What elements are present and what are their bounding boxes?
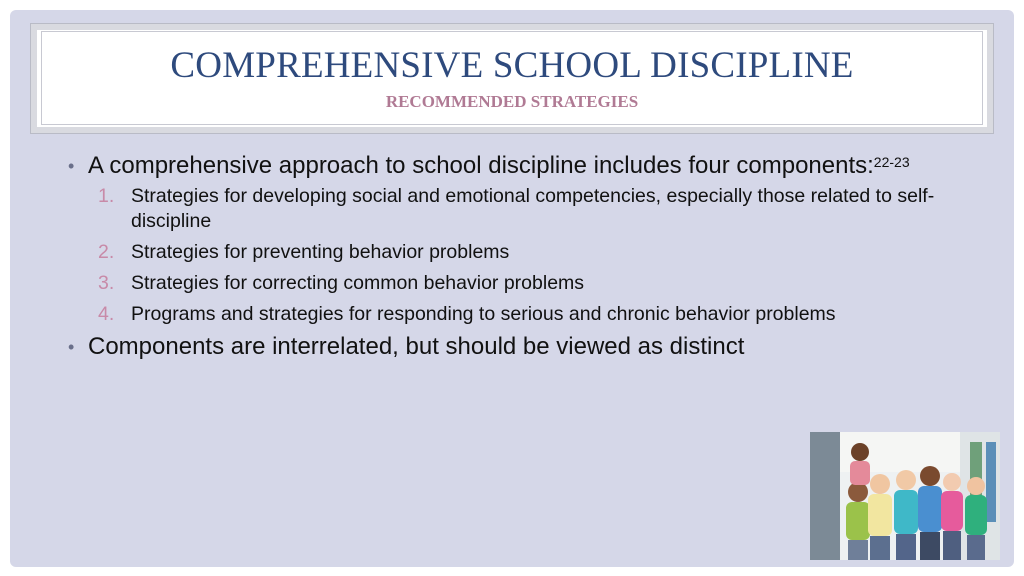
students-group-photo-icon	[810, 432, 1000, 560]
bullet-2-text: Components are interrelated, but should be viewed as distinct	[88, 333, 745, 360]
bullet-1-text: A comprehensive approach to school discipline includes four components:	[88, 152, 874, 179]
list-item-text: Strategies for correcting common behavior problems	[131, 272, 585, 294]
bullet-1	[58, 152, 958, 180]
list-item-text: Programs and strategies for responding to serious and chronic behavior problems	[131, 303, 836, 325]
list-number: 3.	[98, 272, 115, 294]
bullet-2	[58, 333, 958, 361]
slide-title: COMPREHENSIVE SCHOOL DISCIPLINE	[170, 45, 854, 86]
list-number: 2.	[98, 241, 115, 263]
list-number: 4.	[98, 303, 115, 325]
list-item	[58, 240, 958, 265]
numbered-list	[58, 184, 958, 327]
slide-subtitle: RECOMMENDED STRATEGIES	[385, 92, 639, 111]
citation: 22-23	[873, 154, 910, 170]
list-item-text: Strategies for preventing behavior problems	[131, 241, 510, 263]
list-item	[58, 302, 958, 327]
list-item	[58, 184, 958, 234]
bullet-dot-icon: •	[68, 337, 75, 357]
title-frame	[30, 23, 994, 134]
students-photo	[810, 432, 1000, 560]
list-number: 1.	[98, 185, 115, 207]
list-item-text: Strategies for developing social and emotional competencies, especially those related to self-discipline	[131, 185, 935, 232]
content-area	[58, 152, 958, 361]
slide	[10, 10, 1014, 567]
title-box	[41, 31, 983, 125]
list-item	[58, 271, 958, 296]
bullet-dot-icon: •	[68, 156, 75, 176]
